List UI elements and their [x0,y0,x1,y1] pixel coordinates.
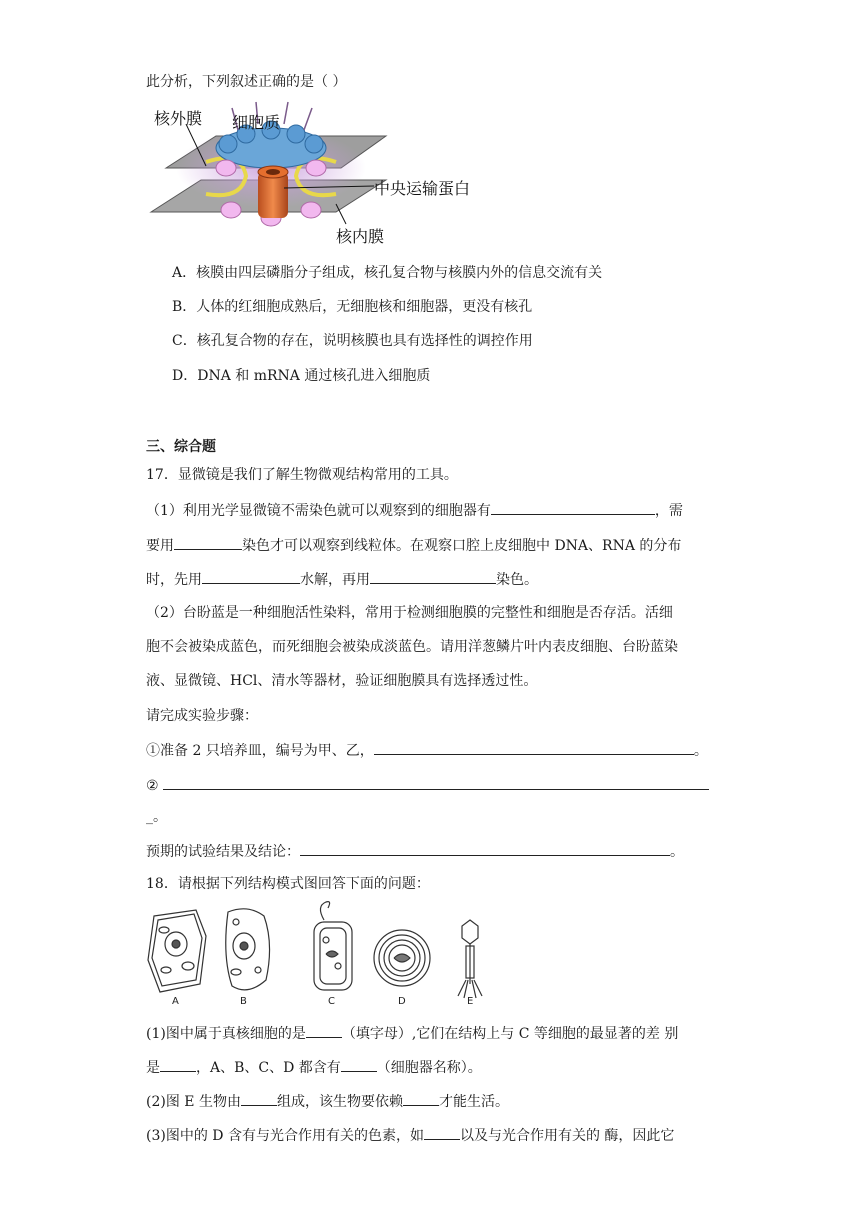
q17-part2-line1: （2）台盼蓝是一种细胞活性染料，常用于检测细胞膜的完整性和细胞是否存活。活细 [146,605,673,621]
q17-p1-text-a: （1）利用光学显微镜不需染色就可以观察到的细胞器有 [146,503,491,519]
q17-part2-line2: 胞不会被染成蓝色，而死细胞会被染成淡蓝色。请用洋葱鳞片叶内表皮细胞、台盼蓝染 [146,639,678,655]
q18-s1-text-c: 是 [146,1060,160,1076]
label-cytoplasm: 细胞质 [232,113,281,132]
answer-blank-dye[interactable] [370,569,496,584]
label-outer-nuclear-membrane: 核外膜 [154,109,203,128]
q16-intro: 此分析，下列叙述正确的是（ ） [146,74,347,90]
q16-option-c: C．核孔复合物的存在，说明核膜也具有选择性的调控作用 [172,333,533,349]
q17-step1-text: ①准备 2 只培养皿，编号为甲、乙， [146,743,374,759]
answer-blank-composition[interactable] [241,1091,277,1106]
cell-c-bacterium [314,902,352,990]
label-central-transport-protein: 中央运输蛋白 [374,179,471,198]
q18-sub2 [146,1091,509,1112]
cell-diagrams [140,900,500,1012]
cell-label-d: D [398,996,406,1007]
q18-s1-text-d: ，A、B、C、D 都含有 [196,1060,341,1076]
cell-label-c: C [328,996,335,1007]
answer-blank-step2[interactable] [163,775,709,790]
q18-stem: 18．请根据下列结构模式图回答下面的问题： [146,876,430,892]
q16-option-b: B．人体的红细胞成熟后，无细胞核和细胞器，更没有核孔 [172,299,533,315]
q17-step2-end: _。 [146,809,167,825]
answer-blank-host[interactable] [403,1091,439,1106]
label-inner-nuclear-membrane: 核内膜 [336,227,385,246]
answer-blank-expected[interactable] [300,841,670,856]
answer-blank-stain[interactable] [174,535,242,550]
cell-structures-figure [140,900,500,1012]
q18-s2-text-b: 组成，该生物要依赖 [276,1094,403,1110]
q18-s1-text-b: （填字母）,它们在结构上与 C 等细胞的最显著的差 别 [341,1026,679,1042]
answer-blank-organelles[interactable] [491,500,655,515]
q18-s1-text-a: (1)图中属于真核细胞的是 [146,1026,306,1042]
q18-sub1-line2 [146,1057,482,1078]
q16-option-a: A．核膜由四层磷脂分子组成，核孔复合物与核膜内外的信息交流有关 [172,265,603,281]
q17-step2 [146,775,709,796]
q17-steps-intro: 请完成实验步骤： [146,708,258,724]
q17-part2-line3: 液、显微镜、HCl、清水等器材，验证细胞膜具有选择透过性。 [146,673,538,689]
answer-blank-hydrolysis[interactable] [202,569,300,584]
q17-p1-text-d: 染色才可以观察到线粒体。在观察口腔上皮细胞中 DNA、RNA 的分布 [242,538,682,554]
answer-blank-pigment[interactable] [424,1125,460,1140]
q17-step1 [146,740,708,761]
q18-s2-text-c: 才能生活。 [438,1094,509,1110]
q16-option-d: D．DNA 和 mRNA 通过核孔进入细胞质 [172,368,431,384]
cell-a-plant [148,910,206,992]
q17-p1-text-e: 时，先用 [146,572,202,588]
section-title: 三、综合题 [146,439,216,455]
q18-sub1-line1 [146,1023,678,1044]
q17-p1-text-g: 染色。 [496,572,538,588]
q18-s3-text-b: 以及与光合作用有关的 酶，因此它 [459,1128,675,1144]
q17-expect-end: 。 [670,844,684,860]
answer-blank-step1[interactable] [374,740,694,755]
q18-sub3 [146,1125,674,1146]
q18-s3-text-a: (3)图中的 D 含有与光合作用有关的色素，如 [146,1128,424,1144]
answer-blank-difference[interactable] [160,1057,196,1072]
q17-step2-text: ② [146,778,159,794]
nuclear-pore-figure [146,100,486,250]
q17-p1-text-b: ，需 [654,503,683,519]
q18-s2-text-a: (2)图 E 生物由 [146,1094,241,1110]
q17-p1-text-f: 水解，再用 [300,572,370,588]
q17-step1-end: 。 [693,743,708,759]
cell-label-a: A [172,996,179,1007]
q17-part1-line1 [146,500,683,521]
q17-stem: 17．显微镜是我们了解生物微观结构常用的工具。 [146,467,458,483]
cell-b-animal [226,909,270,990]
cell-e-virus [458,920,482,998]
cell-d-cyanobacterium [374,930,430,986]
q17-p1-text-c: 要用 [146,538,174,554]
q17-expected-result [146,841,684,862]
q17-expect-text: 预期的试验结果及结论： [146,844,300,860]
q17-part1-line2 [146,535,681,556]
q18-s1-text-e: （细胞器名称）。 [376,1060,482,1076]
answer-blank-organelle[interactable] [341,1057,377,1072]
cell-label-e: E [467,996,474,1007]
q17-part1-line3 [146,569,538,590]
cell-label-b: B [240,996,247,1007]
answer-blank-eukaryotes[interactable] [306,1023,342,1038]
